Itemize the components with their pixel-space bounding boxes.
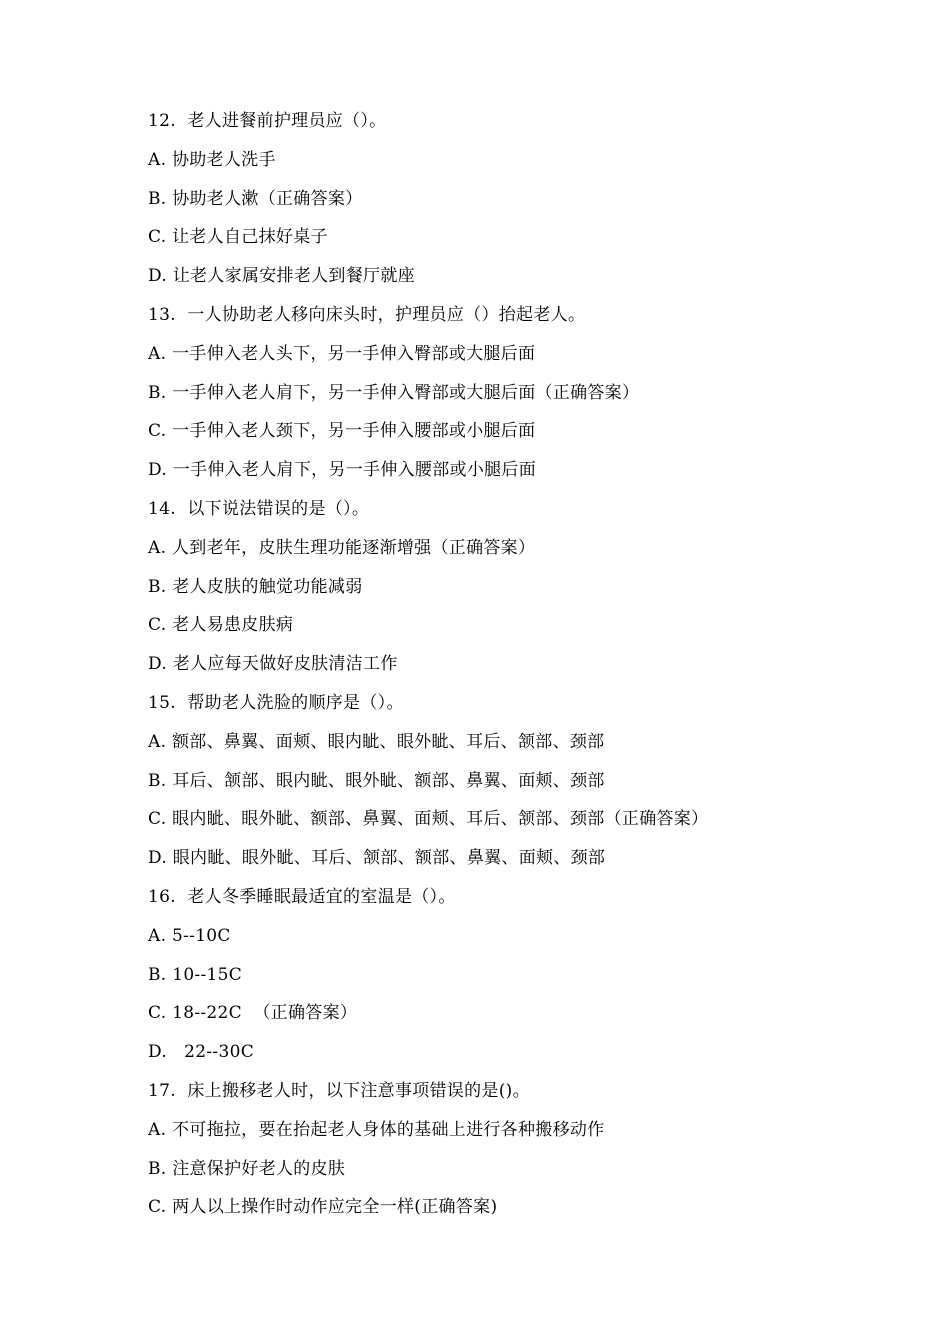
option-line: C. 两人以上操作时动作应完全一样(正确答案) — [148, 1197, 498, 1218]
question-stem: 13. 一人协助老人移向床头时，护理员应（）抬起老人。 — [148, 304, 586, 325]
question-stem: 14. 以下说法错误的是（）。 — [148, 498, 370, 519]
option-line: C. 一手伸入老人颈下，另一手伸入腰部或小腿后面 — [148, 421, 536, 442]
question-list — [148, 102, 908, 1227]
option-line: D. 22--30C — [148, 1042, 254, 1063]
option-line: D. 眼内眦、眼外眦、耳后、颔部、额部、鼻翼、面颊、颈部 — [148, 848, 606, 869]
option-line: C. 让老人自己抹好桌子 — [148, 227, 328, 248]
option-line: C. 18--22C （正确答案） — [148, 1003, 358, 1024]
option-line: A. 5--10C — [148, 925, 231, 946]
question-stem: 15. 帮助老人洗脸的顺序是（）。 — [148, 692, 404, 713]
question-stem: 17. 床上搬移老人时，以下注意事项错误的是()。 — [148, 1080, 530, 1101]
option-line: B. 注意保护好老人的皮肤 — [148, 1158, 346, 1179]
option-line: B. 老人皮肤的触觉功能减弱 — [148, 576, 363, 597]
option-line: D. 让老人家属安排老人到餐厅就座 — [148, 266, 415, 287]
option-line: B. 一手伸入老人肩下，另一手伸入臀部或大腿后面（正确答案） — [148, 382, 640, 403]
option-line: A. 协助老人洗手 — [148, 149, 276, 170]
question-stem: 12. 老人进餐前护理员应（）。 — [148, 111, 387, 131]
option-line: A. 人到老年，皮肤生理功能逐渐增强（正确答案） — [148, 537, 536, 558]
option-line: D. 一手伸入老人肩下，另一手伸入腰部或小腿后面 — [148, 460, 537, 481]
option-line: B. 10--15C — [148, 964, 243, 985]
question-stem: 16. 老人冬季睡眠最适宜的室温是（）。 — [148, 886, 456, 907]
option-line: D. 老人应每天做好皮肤清洁工作 — [148, 654, 398, 675]
option-line: B. 耳后、颔部、眼内眦、眼外眦、额部、鼻翼、面颊、颈部 — [148, 770, 605, 791]
option-line: B. 协助老人漱（正确答案） — [148, 188, 363, 209]
option-line: A. 额部、鼻翼、面颊、眼内眦、眼外眦、耳后、颔部、颈部 — [148, 731, 605, 752]
option-line: A. 不可拖拉，要在抬起老人身体的基础上进行各种搬移动作 — [148, 1119, 605, 1140]
option-line: C. 老人易患皮肤病 — [148, 615, 294, 636]
option-line: C. 眼内眦、眼外眦、额部、鼻翼、面颊、耳后、颔部、颈部（正确答案） — [148, 809, 709, 830]
option-line: A. 一手伸入老人头下，另一手伸入臀部或大腿后面 — [148, 343, 536, 364]
